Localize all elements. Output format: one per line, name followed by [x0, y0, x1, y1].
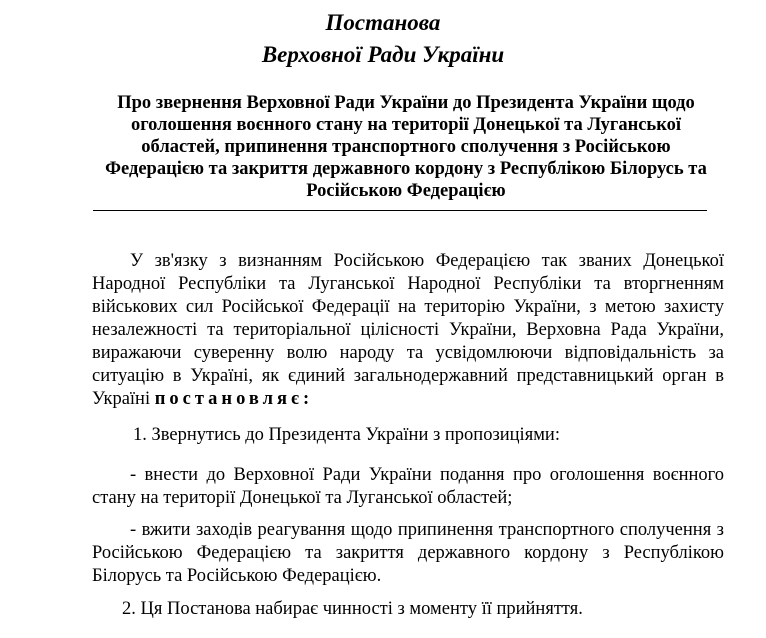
clause-1: 1. Звернутись до Президента України з пропозиціями:	[133, 425, 560, 445]
clause-1-proposal-2: - вжити заходів реагування щодо припинення транспортного сполучення з Російською Федерацією та закриття державного кордону з Республікою Білорусь та Російською Федерацією.	[92, 520, 724, 586]
document-subject: Про звернення Верховної Ради України до Президента України щодо оголошення воєнного стану на території Донецької та Луганської областей, припинення транспортного сполучення з Російською Федерацією та закриття державного кордону з Республікою Білорусь та Російською Федерацією	[105, 93, 707, 201]
resolves-word: постановляє:	[154, 389, 314, 409]
issuer-title: Верховної Ради України	[261, 42, 505, 67]
clause-2: 2. Ця Постанова набирає чинності з моменту її прийняття.	[122, 599, 583, 619]
preamble-text: У зв'язку з визнанням Російською Федерацією так званих Донецької Народної Республіки та Луганської Народної Республіки та вторгненням військових сил Російської Федерації на територію України, з метою захисту незалежності та територіальної цілісності України, Верховна Рада України, виражаючи суверенну волю народу та усвідомлюючи відповідальність за ситуацію в Україні, як єдиний загальнодержавний представницький орган в Україні	[92, 251, 724, 409]
divider-line	[93, 210, 707, 211]
document-type-title: Постанова	[325, 10, 441, 35]
clause-1-proposal-1: - внести до Верховної Ради України подання про оголошення воєнного стану на території Донецької та Луганської областей;	[92, 465, 724, 508]
preamble-paragraph	[92, 250, 724, 411]
